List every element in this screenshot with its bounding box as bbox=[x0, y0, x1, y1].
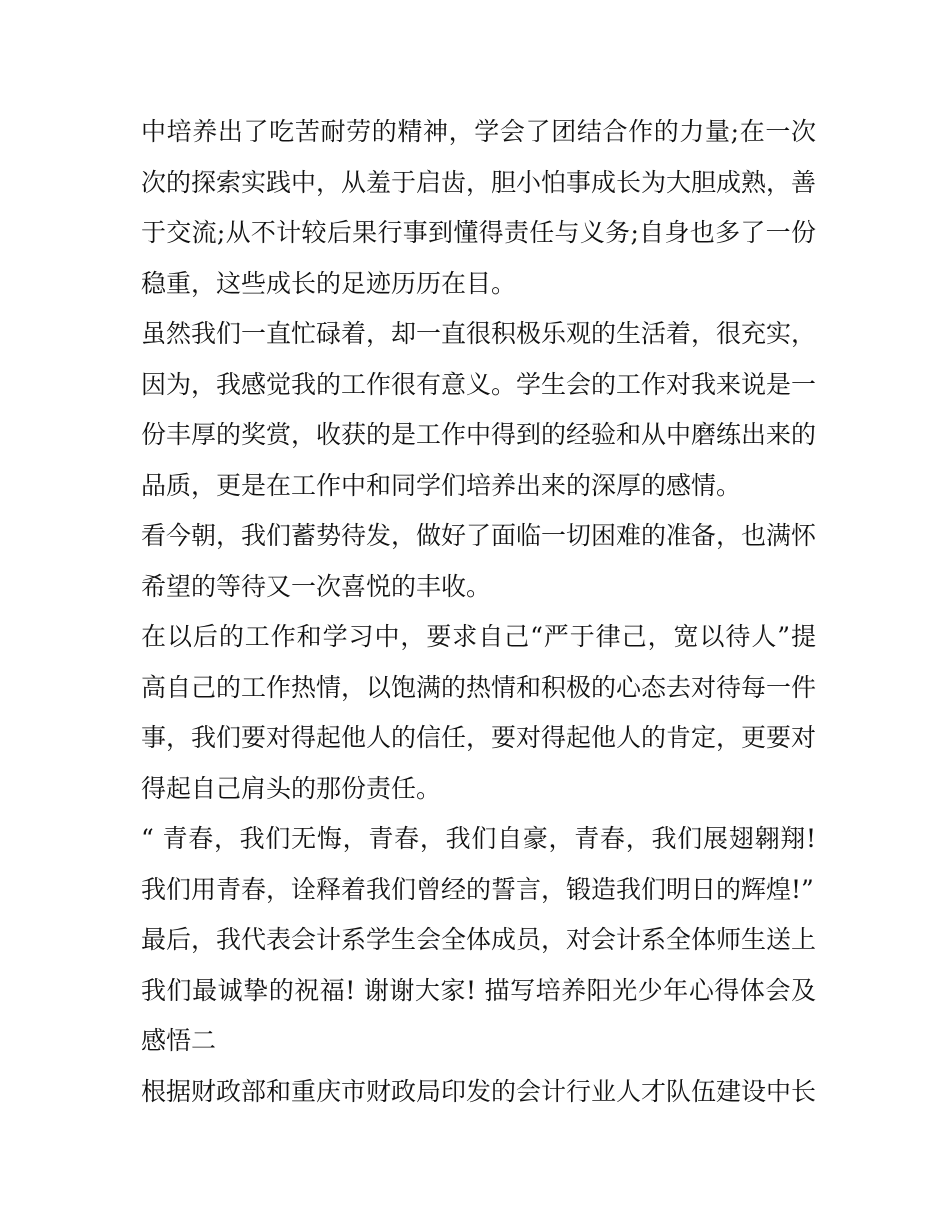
paragraph-closing-wishes: 最后，我代表会计系学生会全体成员，对会计系全体师生送上我们最诚挚的祝福! 谢谢大家! 描写培养阳光少年心得体会及感悟二 bbox=[141, 925, 817, 1055]
paragraph-youth-quote: “ 青春，我们无悔，青春，我们自豪，青春，我们展翅翱翔!我们用青春，诠释着我们曾经的誓言，锻造我们明日的辉煌!” bbox=[141, 824, 816, 904]
paragraph-busy-work: 虽然我们一直忙碌着，却一直很积极乐观的生活着，很充实，因为，我感觉我的工作很有意义。学生会的工作对我来说是一份丰厚的奖赏，收获的是工作中得到的经验和从中磨练出来的品质，更是在工作中和同学们培养出来的深厚的感情。 bbox=[141, 319, 817, 500]
paragraph-accounting-talent: 根据财政部和重庆市财政局印发的会计行业人才队伍建设中长 bbox=[141, 1076, 817, 1106]
paragraph-future-work: 在以后的工作和学习中，要求自己“严于律己，宽以待人”提高自己的工作热情，以饱满的热情和积极的心态去对待每一件事，我们要对得起他人的信任，要对得起他人的肯定，更要对得起自己肩头的那份责任。 bbox=[141, 622, 817, 803]
paragraph-today: 看今朝，我们蓄势待发，做好了面临一切困难的准备，也满怀希望的等待又一次喜悦的丰收。 bbox=[141, 521, 817, 601]
paragraph-growth: 中培养出了吃苦耐劳的精神，学会了团结合作的力量;在一次次的探索实践中，从羞于启齿，胆小怕事成长为大胆成熟，善于交流;从不计较后果行事到懂得责任与义务;自身也多了一份稳重，这些成长的足迹历历在目。 bbox=[141, 117, 817, 298]
